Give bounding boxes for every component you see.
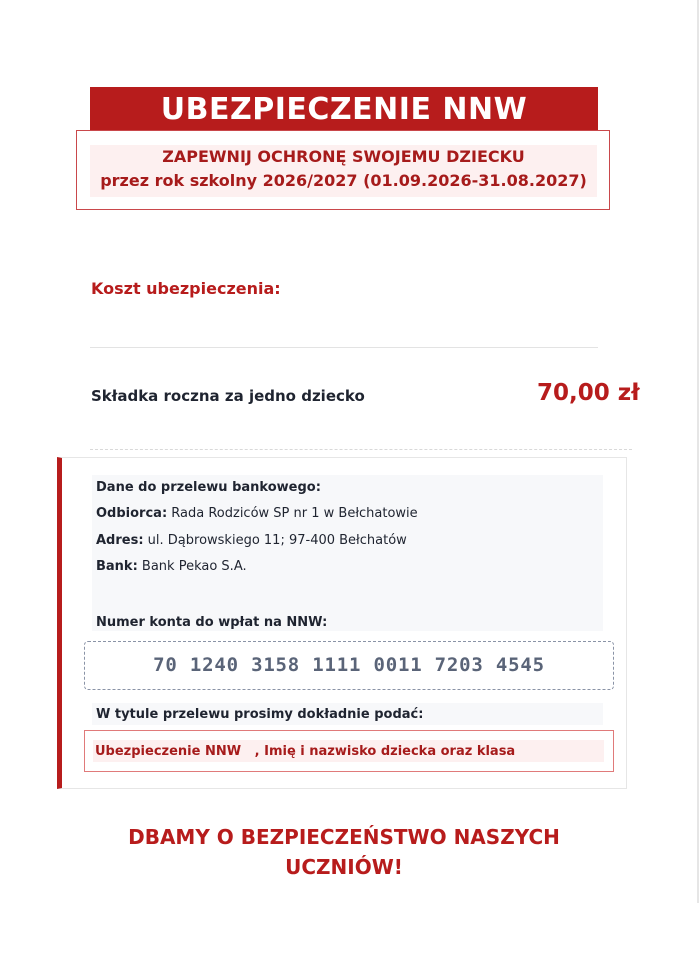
subtitle-line-1: ZAPEWNIJ OCHRONĘ SWOJEMU DZIECKU (162, 147, 525, 166)
bank-label: Bank: (96, 559, 138, 574)
footer-slogan (90, 822, 598, 882)
page-title: UBEZPIECZENIE NNW (90, 87, 598, 131)
subtitle-line-2: przez rok szkolny 2026/2027 (01.09.2026-31.08.2027) (100, 171, 587, 190)
address-row (96, 533, 407, 548)
subtitle-box (76, 130, 610, 210)
recipient-row (96, 506, 418, 521)
footer-line-1: DBAMY O BEZPIECZEŃSTWO NASZYCH (128, 825, 560, 849)
dashed-divider (90, 449, 632, 450)
recipient-value: Rada Rodziców SP nr 1 w Bełchatowie (171, 506, 418, 521)
subtitle-panel (90, 145, 597, 197)
transfer-title-hint: W tytule przelewu prosimy dokładnie podać: (96, 707, 424, 722)
bank-row (96, 559, 247, 574)
account-label: Numer konta do wpłat na NNW: (96, 615, 328, 630)
bank-info-panel (92, 475, 603, 631)
bank-transfer-card (57, 457, 627, 789)
fee-amount: 70,00 zł (537, 380, 640, 406)
divider (90, 347, 598, 348)
transfer-title-box (84, 730, 614, 772)
transfer-title-text: Ubezpieczenie NNW , Imię i nazwisko dziecka oraz klasa (93, 740, 604, 762)
address-value: ul. Dąbrowskiego 11; 97-400 Bełchatów (147, 533, 407, 548)
bank-heading: Dane do przelewu bankowego: (96, 480, 321, 495)
cost-heading: Koszt ubezpieczenia: (91, 279, 281, 298)
bank-value: Bank Pekao S.A. (141, 559, 247, 574)
address-label: Adres: (96, 533, 144, 548)
footer-line-2: UCZNIÓW! (285, 855, 403, 879)
account-number[interactable]: 70 1240 3158 1111 0011 7203 4545 (84, 641, 614, 690)
fee-label: Składka roczna za jedno dziecko (91, 387, 365, 405)
recipient-label: Odbiorca: (96, 506, 168, 521)
